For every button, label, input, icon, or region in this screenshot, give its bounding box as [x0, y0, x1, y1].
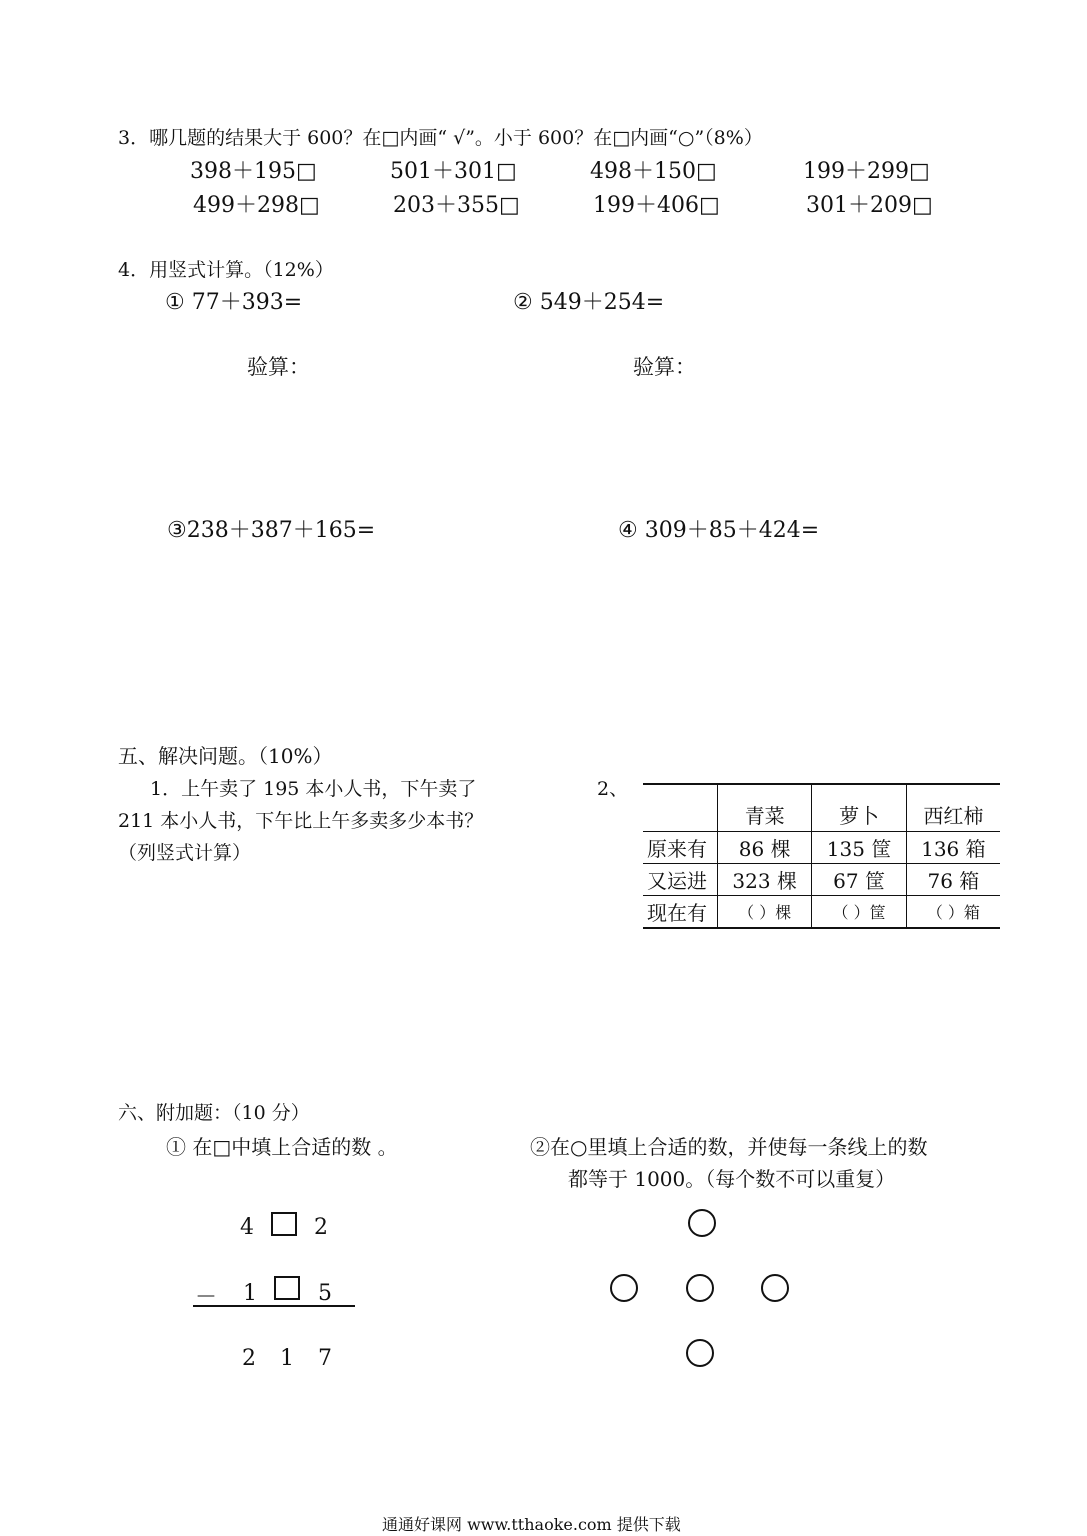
s5-problem-2-label: 2、: [597, 778, 629, 800]
table-answer-cell[interactable]: （ ）箱: [906, 896, 1000, 929]
answer-circle[interactable]: [686, 1339, 714, 1367]
table-cell: [643, 784, 718, 832]
sub-digit: 2: [314, 1215, 328, 1240]
table-row: [643, 832, 1000, 864]
q3-expr-4: 199＋299□: [803, 159, 930, 184]
result-digit: 7: [318, 1346, 332, 1371]
subtraction-line: [193, 1305, 355, 1307]
footer-text: 通通好课网 www.tthaoke.com 提供下载: [382, 1515, 681, 1534]
answer-circle[interactable]: [686, 1274, 714, 1302]
q4-check-label-1: 验算：: [247, 355, 310, 379]
table-header-cell: 西红柿: [906, 784, 1000, 832]
result-digit: 2: [242, 1346, 256, 1371]
sub-digit: 1: [243, 1281, 257, 1306]
s5-problem-1-line-1: 1．上午卖了 195 本小人书，下午卖了: [150, 778, 477, 800]
sub-digit: 5: [318, 1281, 332, 1306]
answer-circle[interactable]: [610, 1274, 638, 1302]
table-cell: 323 棵: [718, 864, 812, 896]
q3-expr-1: 398＋195□: [190, 159, 317, 184]
q4-problem-4: ④ 309＋85＋424=: [618, 518, 820, 543]
table-row-label: 现在有: [643, 896, 718, 929]
answer-box[interactable]: [274, 1276, 300, 1300]
q3-expr-2: 501＋301□: [390, 159, 517, 184]
table-cell: 86 棵: [718, 832, 812, 864]
table-row-label: 又运进: [643, 864, 718, 896]
minus-sign: －: [195, 1285, 218, 1310]
s5-title: 五、解决问题。（10%）: [118, 744, 333, 768]
answer-circle[interactable]: [761, 1274, 789, 1302]
q4-check-label-2: 验算：: [633, 355, 696, 379]
vegetable-table: [643, 783, 1000, 929]
q3-expr-8: 301＋209□: [806, 193, 933, 218]
q3-title: 3．哪几题的结果大于 600？在□内画“ √”。小于 600？在□内画“○”（8%）: [118, 127, 763, 149]
result-digit: 1: [280, 1346, 294, 1371]
sub-digit: 4: [240, 1215, 254, 1240]
q3-expr-3: 498＋150□: [590, 159, 717, 184]
table-cell: 67 筐: [812, 864, 906, 896]
table-header-cell: 青菜: [718, 784, 812, 832]
table-header-row: [643, 784, 1000, 832]
table-answer-cell[interactable]: （ ）筐: [812, 896, 906, 929]
q3-expr-6: 203＋355□: [393, 193, 520, 218]
q4-problem-2: ② 549＋254=: [513, 290, 665, 315]
s5-problem-1-line-2: 211 本小人书，下午比上午多卖多少本书？: [118, 810, 484, 832]
table-cell: 76 箱: [906, 864, 1000, 896]
q4-title: 4．用竖式计算。（12%）: [118, 259, 334, 281]
q3-expr-7: 199＋406□: [593, 193, 720, 218]
q4-problem-3: ③238＋387＋165=: [167, 518, 376, 543]
answer-circle[interactable]: [688, 1209, 716, 1237]
table-row: [643, 896, 1000, 929]
answer-box[interactable]: [271, 1212, 297, 1236]
s5-problem-1-line-3: （列竖式计算）: [118, 842, 252, 864]
q3-expr-5: 499＋298□: [193, 193, 320, 218]
s6-problem-2-line-2: 都等于 1000。（每个数不可以重复）: [568, 1167, 896, 1191]
s6-title: 六、附加题：（10 分）: [118, 1102, 310, 1124]
table-cell: 136 箱: [906, 832, 1000, 864]
table-row: [643, 864, 1000, 896]
table-answer-cell[interactable]: （ ）棵: [718, 896, 812, 929]
s6-problem-1: ① 在□中填上合适的数 。: [166, 1135, 398, 1159]
s6-problem-2-line-1: ②在○里填上合适的数，并使每一条线上的数: [530, 1135, 928, 1159]
q4-problem-1: ① 77＋393=: [165, 290, 303, 315]
table-row-label: 原来有: [643, 832, 718, 864]
table-header-cell: 萝卜: [812, 784, 906, 832]
table-cell: 135 筐: [812, 832, 906, 864]
